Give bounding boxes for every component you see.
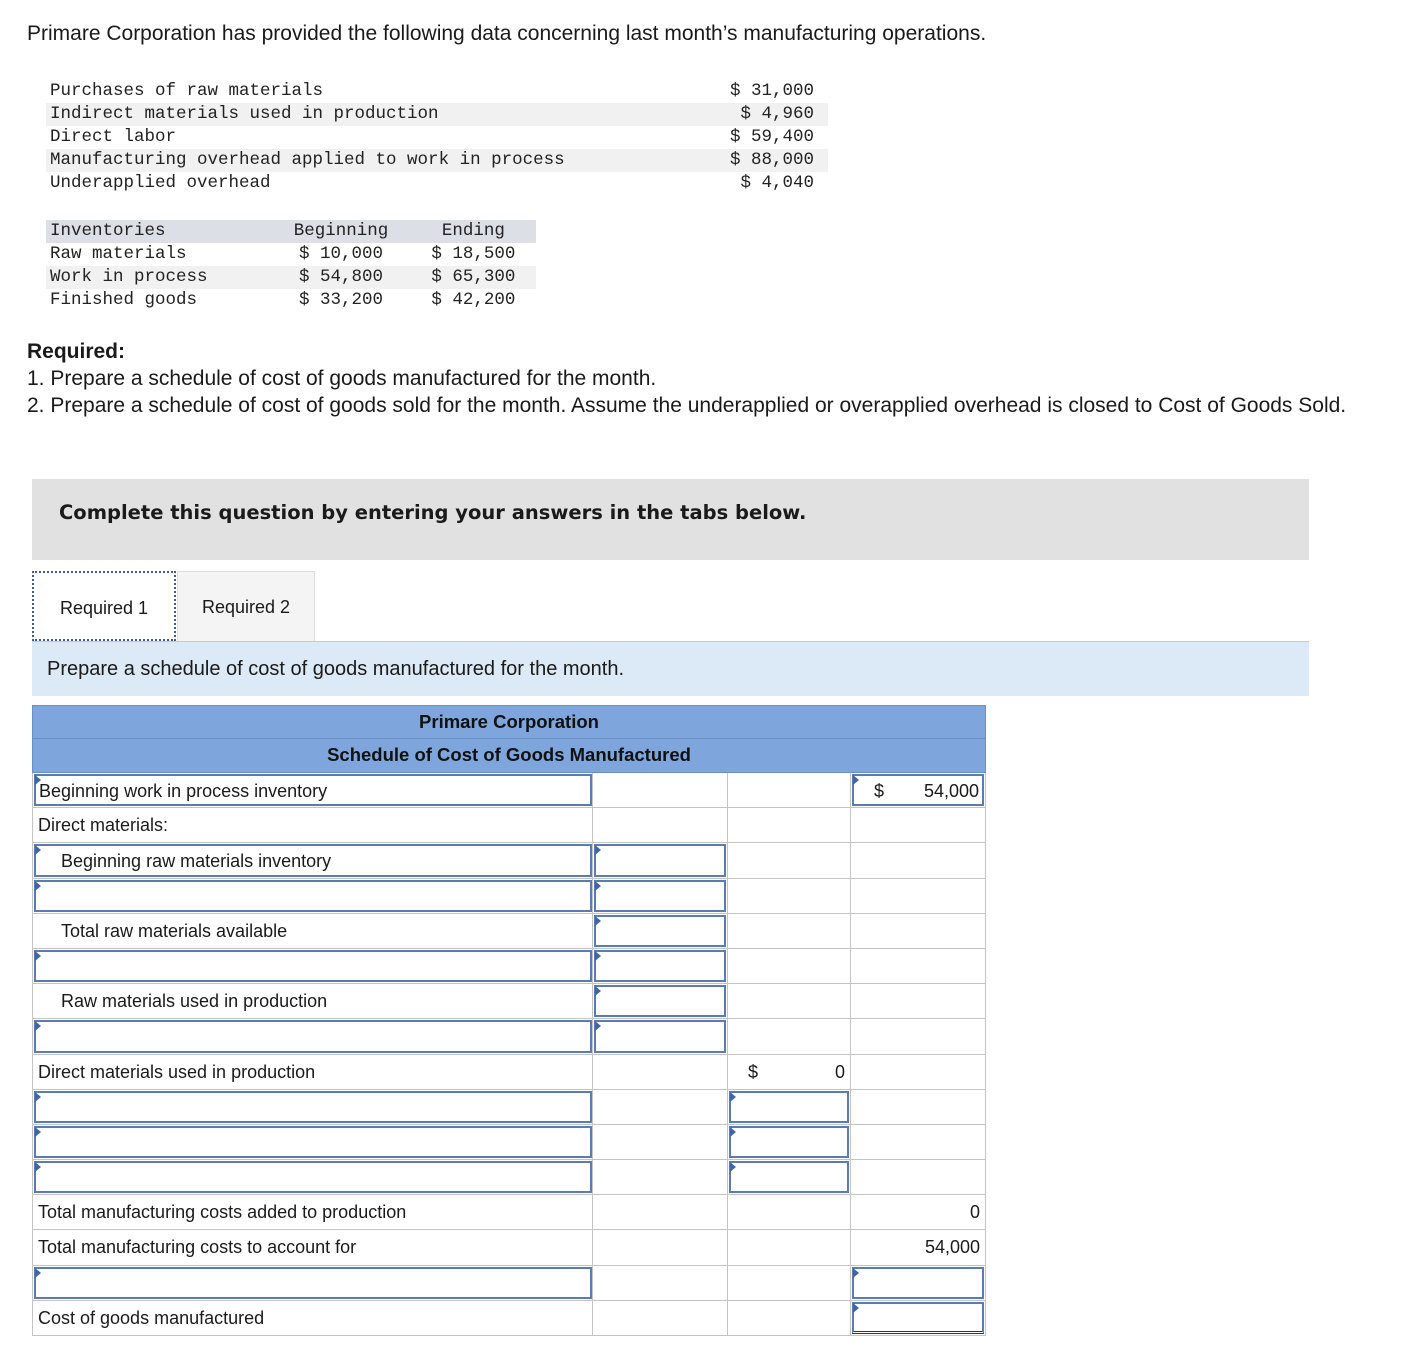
data-label: Manufacturing overhead applied to work in process	[46, 149, 700, 172]
intro-text: Primare Corporation has provided the following data concerning last month’s manufacturing operations.	[27, 22, 987, 45]
row-less-indirect	[32, 1019, 986, 1054]
row-other	[32, 1160, 986, 1195]
tab-instruction	[32, 642, 1309, 696]
row-total-rm	[32, 914, 986, 949]
label-select[interactable]	[34, 844, 592, 876]
required-section	[27, 338, 1397, 419]
schedule-title: Schedule of Cost of Goods Manufactured	[32, 739, 986, 773]
inventory-beginning: $ 33,200	[299, 290, 384, 310]
row-direct-materials	[32, 808, 986, 843]
beginning-header: Beginning	[271, 220, 411, 243]
dm-label: Direct materials:	[38, 815, 169, 836]
row-total-account	[32, 1230, 986, 1265]
label-select[interactable]	[34, 880, 592, 912]
amount-input[interactable]	[594, 985, 726, 1017]
data-label: Underapplied overhead	[50, 173, 271, 193]
beg-wip-input[interactable]	[852, 774, 984, 806]
data-value: $ 88,000	[700, 149, 828, 172]
tab-required-2[interactable]: Required 2	[177, 571, 315, 641]
row-cogm	[32, 1301, 986, 1336]
dm-used-value: 0	[834, 1061, 845, 1082]
inventory-ending: $ 18,500	[431, 244, 516, 264]
amount-input[interactable]	[729, 1161, 849, 1193]
row-total-added	[32, 1195, 986, 1230]
row-less-ending-wip	[32, 1266, 986, 1301]
data-label: Indirect materials used in production	[46, 103, 700, 126]
inventory-beginning: $ 54,800	[271, 266, 411, 289]
beg-wip-label: Beginning work in process inventory	[39, 781, 328, 801]
required-heading: Required:	[27, 340, 126, 363]
instruction-banner	[32, 479, 1309, 560]
inventories-table	[46, 220, 536, 312]
row-rm-used	[32, 984, 986, 1019]
total-account-value: 54,000	[924, 1237, 980, 1258]
label-select[interactable]	[34, 1126, 592, 1158]
amount-input[interactable]	[729, 1091, 849, 1123]
data-value: $ 4,960	[700, 103, 828, 126]
row-add-purchases	[32, 879, 986, 914]
inventory-name: Finished goods	[50, 290, 198, 310]
row-overhead	[32, 1125, 986, 1160]
instruction-text: Prepare a schedule of cost of goods manufactured for the month.	[47, 658, 625, 680]
inventory-name: Work in process	[46, 266, 271, 289]
total-added-value: 0	[969, 1202, 980, 1223]
label-select[interactable]	[34, 1267, 592, 1299]
amount-input[interactable]	[594, 950, 726, 982]
required-item-2: 2. Prepare a schedule of cost of goods sold for the month. Assume the underapplied or overapplied overhead is closed to Cost of Goods Sold.	[27, 394, 1347, 417]
total-added-label: Total manufacturing costs added to production	[38, 1202, 407, 1223]
data-value: $ 4,040	[740, 173, 814, 193]
banner-text: Complete this question by entering your answers in the tabs below.	[59, 501, 807, 524]
data-label: Purchases of raw materials	[50, 81, 324, 101]
data-table	[46, 80, 828, 195]
dm-used-label: Direct materials used in production	[38, 1061, 316, 1082]
total-account-label: Total manufacturing costs to account for	[38, 1237, 357, 1258]
inventory-beginning: $ 10,000	[299, 244, 384, 264]
company-name: Primare Corporation	[32, 705, 986, 739]
label-select[interactable]	[34, 1161, 592, 1193]
inventory-ending: $ 65,300	[411, 266, 536, 289]
inventory-name: Raw materials	[50, 244, 187, 264]
currency-symbol: $	[874, 781, 885, 801]
required-item-1: 1. Prepare a schedule of cost of goods manufactured for the month.	[27, 367, 657, 390]
label-select[interactable]	[34, 1020, 592, 1052]
rm-used-label: Raw materials used in production	[61, 991, 328, 1012]
total-rm-label: Total raw materials available	[61, 920, 288, 941]
amount-input[interactable]	[729, 1126, 849, 1158]
label-select[interactable]	[34, 950, 592, 982]
row-direct-labor	[32, 1090, 986, 1125]
beg-rm-label: Beginning raw materials inventory	[61, 851, 332, 872]
inventories-header: Inventories	[46, 220, 271, 243]
label-select[interactable]	[34, 774, 592, 806]
cogm-input[interactable]	[852, 1302, 984, 1334]
row-dm-used	[32, 1055, 986, 1090]
beg-wip-value: 54,000	[923, 781, 979, 801]
amount-input[interactable]	[594, 1020, 726, 1052]
tab-required-1[interactable]: Required 1	[32, 571, 176, 641]
amount-input[interactable]	[594, 915, 726, 947]
amount-input[interactable]	[594, 880, 726, 912]
row-beg-rm	[32, 843, 986, 878]
label-select[interactable]	[34, 1091, 592, 1123]
cogm-label: Cost of goods manufactured	[38, 1307, 265, 1328]
data-value: $ 31,000	[729, 81, 814, 101]
amount-input[interactable]	[852, 1267, 984, 1299]
inventory-ending: $ 42,200	[431, 290, 516, 310]
row-less-ending-rm	[32, 949, 986, 984]
row-beginning-wip	[32, 773, 986, 808]
ending-header: Ending	[411, 220, 536, 243]
data-value: $ 59,400	[729, 127, 814, 147]
currency-symbol: $	[748, 1061, 759, 1082]
data-label: Direct labor	[50, 127, 177, 147]
cogm-schedule	[32, 705, 986, 1336]
amount-input[interactable]	[594, 844, 726, 876]
